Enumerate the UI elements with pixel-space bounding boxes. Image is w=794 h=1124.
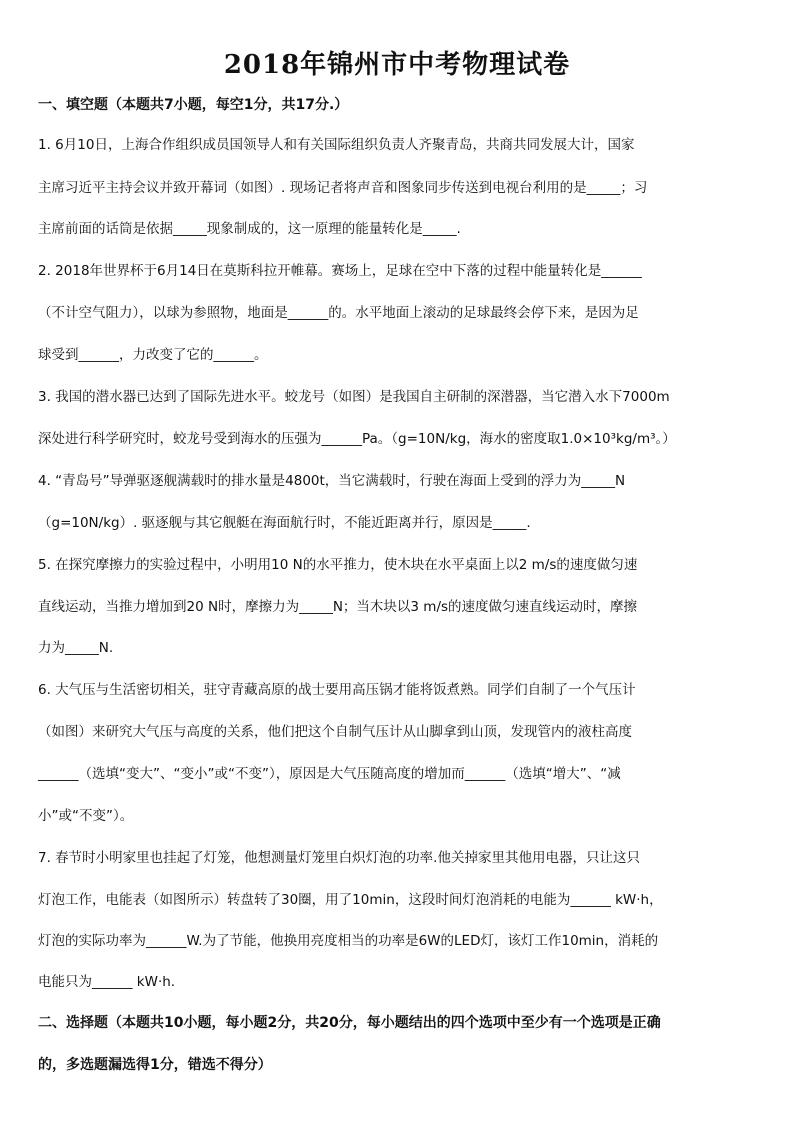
question-7-line-2: 灯泡工作，电能表（如图所示）转盘转了30圈，用了10min，这段时间灯泡消耗的电能为______ kW·h， [38,892,663,908]
question-3-line-1: 3. 我国的潜水器已达到了国际先进水平。蛟龙号（如图）是我国自主研制的深潜器，当它潜入水下7000m [38,389,670,405]
section-heading-multiple-choice-line-2: 的，多选题漏选得1分，错选不得分） [38,1057,272,1073]
question-6-line-4: 小”或“不变”）。 [38,808,134,824]
question-5-line-1: 5. 在探究摩擦力的实验过程中，小明用10 N的水平推力，使木块在水平桌面上以2 m/s的速度做匀速 [38,557,638,573]
question-2-line-1: 2. 2018年世界杯于6月14日在莫斯科拉开帷幕。赛场上，足球在空中下落的过程中能量转化是______ [38,263,642,279]
question-1-line-1: 1. 6月10日，上海合作组织成员国领导人和有关国际组织负责人齐聚青岛，共商共同发展大计，国家 [38,137,635,153]
question-1-line-2: 主席习近平主持会议并致开幕词（如图）. 现场记者将声音和图象同步传送到电视台利用的是_____；习 [38,180,648,196]
question-7-line-4: 电能只为______ kW·h. [38,974,176,990]
question-4-line-2: （g=10N/kg）. 驱逐舰与其它舰艇在海面航行时，不能近距离并行，原因是_____. [38,515,531,531]
question-6-line-1: 6. 大气压与生活密切相关，驻守青藏高原的战士要用高压锅才能将饭煮熟。同学们自制了一个气压计 [38,682,636,698]
question-1-line-3: 主席前面的话筒是依据_____现象制成的，这一原理的能量转化是_____. [38,221,461,237]
page-title: 2018年锦州市中考物理试卷 [223,50,571,80]
question-7-line-3: 灯泡的实际功率为______W.为了节能，他换用亮度相当的功率是6W的LED灯，该灯工作10min，消耗的 [38,933,659,949]
question-5-line-2: 直线运动，当推力增加到20 N时，摩擦力为_____N；当木块以3 m/s的速度做匀速直线运动时，摩擦 [38,599,638,615]
question-3-line-2: 深处进行科学研究时，蛟龙号受到海水的压强为______Pa。（g=10N/kg，海水的密度取1.0×10³kg/m³。） [38,431,676,447]
section-heading-fill-blank: 一、填空题（本题共7小题，每空1分，共17分.） [38,97,349,113]
question-4-line-1: 4. “青岛号”导弹驱逐舰满载时的排水量是4800t，当它满载时，行驶在海面上受到的浮力为_____N [38,473,626,489]
question-7-line-1: 7. 春节时小明家里也挂起了灯笼，他想测量灯笼里白炽灯泡的功率.他关掉家里其他用电器，只让这只 [38,850,640,866]
question-6-line-2: （如图）来研究大气压与高度的关系，他们把这个自制气压计从山脚拿到山顶，发现管内的液柱高度 [38,724,632,740]
question-6-line-3: ______（选填“变大”、“变小”或“不变”），原因是大气压随高度的增加而______（选填“增大”、“减 [38,766,621,782]
question-2-line-3: 球受到______，力改变了它的______。 [38,347,268,363]
question-2-line-2: （不计空气阻力），以球为参照物，地面是______的。水平地面上滚动的足球最终会停下来，是因为足 [38,305,639,321]
section-heading-multiple-choice-line-1: 二、选择题（本题共10小题，每小题2分，共20分，每小题结出的四个选项中至少有一个选项是正确 [38,1015,661,1031]
question-5-line-3: 力为_____N. [38,640,114,656]
